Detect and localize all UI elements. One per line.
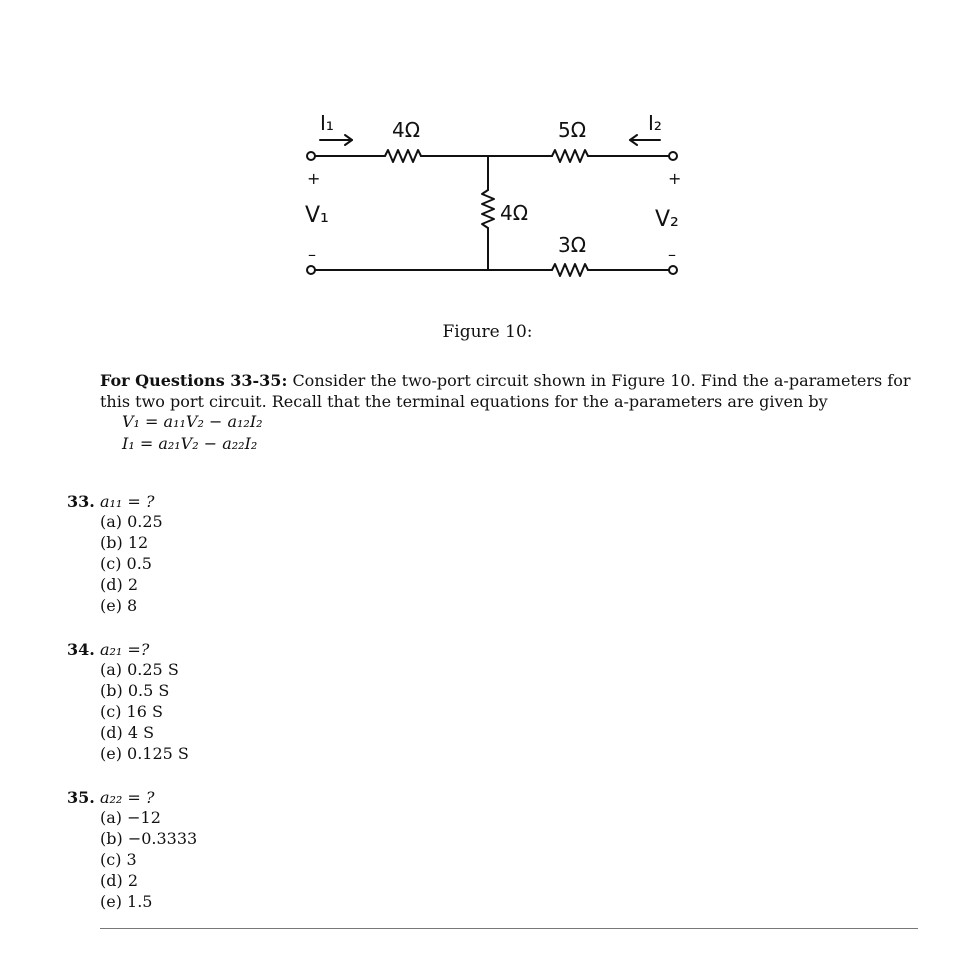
question-33: [67, 492, 163, 616]
option-e[interactable]: (e) 8: [100, 596, 138, 615]
resistor-4ohm-top: [385, 150, 421, 162]
terminal-2-minus: [669, 266, 677, 274]
label-r-bottom: 3Ω: [558, 233, 587, 257]
label-plus-left: +: [307, 169, 321, 188]
figure-caption: Figure 10:: [442, 322, 533, 342]
equation-2: I₁ = a₂₁V₂ − a₂₂I₂: [122, 434, 258, 453]
option-c[interactable]: (c) 16 S: [100, 702, 163, 721]
two-port-circuit-figure: [300, 100, 700, 290]
question-34: [67, 640, 189, 764]
terminal-1-minus: [307, 266, 315, 274]
label-plus-right: +: [668, 169, 682, 188]
resistor-4ohm-shunt: [482, 190, 494, 228]
question-35: [67, 788, 197, 912]
resistor-5ohm-top: [552, 150, 588, 162]
label-minus-right: –: [668, 245, 676, 264]
terminal-2-plus: [669, 152, 677, 160]
label-v2: V₂: [655, 207, 679, 232]
terminal-1-plus: [307, 152, 315, 160]
equation-1: V₁ = a₁₁V₂ − a₁₂I₂: [122, 412, 263, 431]
intro-paragraph: [100, 370, 920, 412]
option-d[interactable]: (d) 4 S: [100, 723, 155, 742]
label-v1: V₁: [305, 203, 329, 228]
option-e[interactable]: (e) 0.125 S: [100, 744, 189, 763]
option-d[interactable]: (d) 2: [100, 871, 138, 890]
option-a[interactable]: (a) −12: [100, 808, 161, 827]
option-b[interactable]: (b) −0.3333: [100, 829, 198, 848]
question-number: 33.: [67, 492, 95, 511]
option-e[interactable]: (e) 1.5: [100, 892, 153, 911]
intro-text: Consider the two-port circuit shown in Figure 10. Find the a-parameters for this two port circuit. Recall that the terminal equations for the a-parameters are given by: [100, 371, 911, 411]
option-b[interactable]: (b) 12: [100, 533, 149, 552]
option-c[interactable]: (c) 3: [100, 850, 137, 869]
label-r-right-top: 5Ω: [558, 118, 587, 142]
label-i2: I₂: [648, 111, 662, 135]
label-i1: I₁: [320, 111, 334, 135]
question-prompt: a₂₂ = ?: [99, 788, 155, 807]
label-minus-left: –: [308, 245, 316, 264]
question-prompt: a₁₁ = ?: [99, 492, 155, 511]
bottom-divider: [100, 928, 918, 929]
question-prompt: a₂₁ =?: [99, 640, 150, 659]
question-number: 34.: [67, 640, 95, 659]
intro-lead: For Questions 33-35:: [100, 371, 288, 390]
label-r-left-top: 4Ω: [392, 118, 421, 142]
option-b[interactable]: (b) 0.5 S: [100, 681, 170, 700]
option-a[interactable]: (a) 0.25: [100, 512, 163, 531]
option-c[interactable]: (c) 0.5: [100, 554, 152, 573]
label-r-shunt: 4Ω: [500, 201, 529, 225]
question-number: 35.: [67, 788, 95, 807]
option-a[interactable]: (a) 0.25 S: [100, 660, 179, 679]
option-d[interactable]: (d) 2: [100, 575, 138, 594]
resistor-3ohm-bottom: [552, 264, 588, 276]
